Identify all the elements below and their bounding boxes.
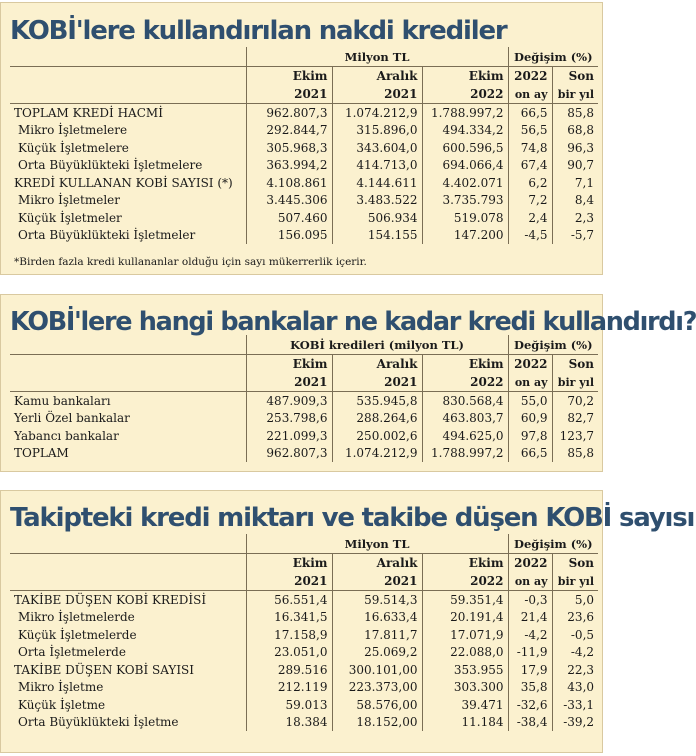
cell: 600.596,5: [422, 139, 508, 157]
row-label: Mikro İşletmelere: [18, 123, 128, 138]
col-header: bir yıl: [552, 373, 598, 392]
col-header: Ekim: [246, 554, 332, 573]
col-header: Ekim: [246, 355, 332, 374]
cell: 253.798,6: [246, 410, 332, 428]
cell: 154.155: [332, 227, 422, 245]
cell: 22.088,0: [422, 644, 508, 662]
cell: 4.402.071: [422, 174, 508, 192]
cell: 1.788.997,2: [422, 445, 508, 463]
row-label: TAKİBE DÜŞEN KOBİ KREDİSİ: [10, 591, 246, 609]
cell: 4.108.861: [246, 174, 332, 192]
table-row: [10, 157, 598, 175]
table-row: [10, 122, 598, 140]
cell: 18.384: [246, 714, 332, 732]
row-label: Küçük İşletmelere: [18, 140, 129, 155]
cell: 494.625,0: [422, 427, 508, 445]
table-row: [10, 227, 598, 245]
col-header: 2022: [508, 355, 552, 374]
cell: 363.994,2: [246, 157, 332, 175]
table-row: [10, 609, 598, 627]
cell: 96,3: [552, 139, 598, 157]
table-row: [10, 591, 598, 609]
cell: 16.633,4: [332, 609, 422, 627]
table-row: [10, 661, 598, 679]
cell: 1.788.997,2: [422, 104, 508, 122]
cell: 17.071,9: [422, 626, 508, 644]
col-header: 2022: [508, 554, 552, 573]
cell: 463.803,7: [422, 410, 508, 428]
cell: 25.069,2: [332, 644, 422, 662]
table-row: [10, 445, 598, 463]
cell: 18.152,00: [332, 714, 422, 732]
cell: -32,6: [508, 696, 552, 714]
cell: 494.334,2: [422, 122, 508, 140]
row-label: Kamu bankaları: [10, 392, 246, 410]
cell: 507.460: [246, 209, 332, 227]
row-label: Orta Büyüklükteki İşletmelere: [18, 158, 203, 173]
cell: 59.351,4: [422, 591, 508, 609]
footnote: *Birden fazla kredi kullananlar olduğu için sayı mükerrerlik içerir.: [14, 256, 367, 268]
change-header: Değişim (%): [508, 47, 598, 67]
cell: 8,4: [552, 192, 598, 210]
npl-panel: [0, 490, 695, 753]
cell: -5,7: [552, 227, 598, 245]
cell: 56,5: [508, 122, 552, 140]
cell: 123,7: [552, 427, 598, 445]
row-label: Küçük İşletmeler: [18, 210, 122, 225]
cell: 487.909,3: [246, 392, 332, 410]
cell: -11,9: [508, 644, 552, 662]
cell: -0,5: [552, 626, 598, 644]
cell: 23,6: [552, 609, 598, 627]
table-row: [10, 427, 598, 445]
cell: 519.078: [422, 209, 508, 227]
cell: 3.735.793: [422, 192, 508, 210]
unit-header: Milyon TL: [246, 47, 508, 67]
row-label: KREDİ KULLANAN KOBİ SAYISI (*): [14, 175, 233, 190]
cell: 39.471: [422, 696, 508, 714]
col-header: 2022: [508, 67, 552, 86]
cell: 66,5: [508, 104, 552, 122]
cell: 90,7: [552, 157, 598, 175]
cell: 55,0: [508, 392, 552, 410]
unit-header: Milyon TL: [246, 534, 508, 554]
cell: 17,9: [508, 661, 552, 679]
cell: 3.445.306: [246, 192, 332, 210]
banks-table: [10, 335, 598, 462]
cell: 60,9: [508, 410, 552, 428]
cell: 343.604,0: [332, 139, 422, 157]
cell: 156.095: [246, 227, 332, 245]
npl-table: [10, 534, 598, 731]
cell: 962.807,3: [246, 104, 332, 122]
row-label: Mikro İşletmelerde: [18, 610, 135, 625]
change-header: Değişim (%): [508, 534, 598, 554]
cell: 221.099,3: [246, 427, 332, 445]
cell: 20.191,4: [422, 609, 508, 627]
row-label: Yerli Özel bankalar: [14, 411, 130, 426]
col-header: Son: [552, 554, 598, 573]
table-row: [10, 192, 598, 210]
panel-title: KOBİ'lere hangi bankalar ne kadar kredi kullandırdı?: [10, 307, 696, 337]
col-header: 2022: [422, 85, 508, 104]
panel-title: Takipteki kredi miktarı ve takibe düşen KOBİ sayısı: [10, 503, 695, 533]
col-header: Ekim: [246, 67, 332, 86]
table-row: [10, 209, 598, 227]
col-header: Aralık: [332, 67, 422, 86]
cell: 85,8: [552, 445, 598, 463]
cell: -0,3: [508, 591, 552, 609]
col-header: Ekim: [422, 67, 508, 86]
kobi-loans-table: [10, 47, 598, 244]
col-header: 2021: [246, 373, 332, 392]
cell: 6,2: [508, 174, 552, 192]
table-row: [10, 644, 598, 662]
cell: 4.144.611: [332, 174, 422, 192]
row-label: Orta Büyüklükteki İşletmeler: [18, 228, 196, 243]
col-header: Aralık: [332, 355, 422, 374]
table-row: [10, 714, 598, 732]
cell: 535.945,8: [332, 392, 422, 410]
col-header: 2022: [422, 373, 508, 392]
cell: 694.066,4: [422, 157, 508, 175]
cell: 7,1: [552, 174, 598, 192]
col-header: 2021: [332, 85, 422, 104]
cell: 830.568,4: [422, 392, 508, 410]
cell: 3.483.522: [332, 192, 422, 210]
col-header: bir yıl: [552, 85, 598, 104]
cell: -33,1: [552, 696, 598, 714]
table-row: [10, 174, 598, 192]
cell: 68,8: [552, 122, 598, 140]
cell: 1.074.212,9: [332, 445, 422, 463]
cell: 16.341,5: [246, 609, 332, 627]
col-header: 2021: [246, 572, 332, 591]
row-label: TOPLAM: [14, 446, 69, 461]
cell: 223.373,00: [332, 679, 422, 697]
col-header: Son: [552, 67, 598, 86]
cell: 289.516: [246, 661, 332, 679]
table-row: [10, 104, 598, 122]
row-label: Mikro İşletmeler: [18, 193, 120, 208]
cell: 250.002,6: [332, 427, 422, 445]
cell: 5,0: [552, 591, 598, 609]
table-row: [10, 410, 598, 428]
cell: 11.184: [422, 714, 508, 732]
col-header: on ay: [508, 572, 552, 591]
cell: -4,2: [508, 626, 552, 644]
row-label: Yabancı bankalar: [14, 428, 119, 443]
cell: 67,4: [508, 157, 552, 175]
cell: 288.264,6: [332, 410, 422, 428]
cell: -4,2: [552, 644, 598, 662]
cell: 962.807,3: [246, 445, 332, 463]
col-header: Aralık: [332, 554, 422, 573]
col-header: 2021: [332, 373, 422, 392]
unit-header: KOBİ kredileri (milyon TL): [246, 335, 508, 355]
row-label: TAKİBE DÜŞEN KOBİ SAYISI: [14, 662, 195, 677]
table-row: [10, 626, 598, 644]
cell: 315.896,0: [332, 122, 422, 140]
cell: 300.101,00: [332, 661, 422, 679]
table-row: [10, 139, 598, 157]
col-header: on ay: [508, 85, 552, 104]
cell: 59.514,3: [332, 591, 422, 609]
cell: 74,8: [508, 139, 552, 157]
cell: 414.713,0: [332, 157, 422, 175]
row-label: Mikro İşletme: [18, 680, 104, 695]
panel-title: KOBİ'lere kullandırılan nakdi krediler: [10, 16, 507, 46]
row-label: Küçük İşletmelerde: [18, 627, 137, 642]
col-header: Ekim: [422, 355, 508, 374]
cell: 85,8: [552, 104, 598, 122]
cell: 506.934: [332, 209, 422, 227]
col-header: 2021: [332, 572, 422, 591]
cell: 66,5: [508, 445, 552, 463]
table-row: [10, 679, 598, 697]
cell: 2,3: [552, 209, 598, 227]
col-header: on ay: [508, 373, 552, 392]
cell: 56.551,4: [246, 591, 332, 609]
cell: 303.300: [422, 679, 508, 697]
cell: 17.158,9: [246, 626, 332, 644]
cell: 305.968,3: [246, 139, 332, 157]
cell: -4,5: [508, 227, 552, 245]
row-label: TOPLAM KREDİ HACMİ: [10, 104, 246, 122]
cell: 70,2: [552, 392, 598, 410]
cell: 82,7: [552, 410, 598, 428]
col-header: 2021: [246, 85, 332, 104]
col-header: 2022: [422, 572, 508, 591]
cell: 43,0: [552, 679, 598, 697]
cell: -39,2: [552, 714, 598, 732]
cell: 17.811,7: [332, 626, 422, 644]
cell: 147.200: [422, 227, 508, 245]
col-header: Son: [552, 355, 598, 374]
cell: 22,3: [552, 661, 598, 679]
col-header: Ekim: [422, 554, 508, 573]
change-header: Değişim (%): [508, 335, 598, 355]
cell: 58.576,00: [332, 696, 422, 714]
table-row: [10, 696, 598, 714]
banks-panel: [0, 294, 696, 472]
row-label: Küçük İşletme: [18, 697, 106, 712]
cell: 212.119: [246, 679, 332, 697]
row-label: Orta İşletmelerde: [18, 645, 126, 660]
cell: 7,2: [508, 192, 552, 210]
cell: 2,4: [508, 209, 552, 227]
cell: 59.013: [246, 696, 332, 714]
cell: 353.955: [422, 661, 508, 679]
row-label: Orta Büyüklükteki İşletme: [18, 715, 179, 730]
cell: -38,4: [508, 714, 552, 732]
cell: 35,8: [508, 679, 552, 697]
col-header: bir yıl: [552, 572, 598, 591]
cell: 21,4: [508, 609, 552, 627]
cell: 1.074.212,9: [332, 104, 422, 122]
cell: 292.844,7: [246, 122, 332, 140]
kobi-loans-panel: [0, 2, 603, 275]
table-row: [10, 392, 598, 410]
cell: 23.051,0: [246, 644, 332, 662]
cell: 97,8: [508, 427, 552, 445]
